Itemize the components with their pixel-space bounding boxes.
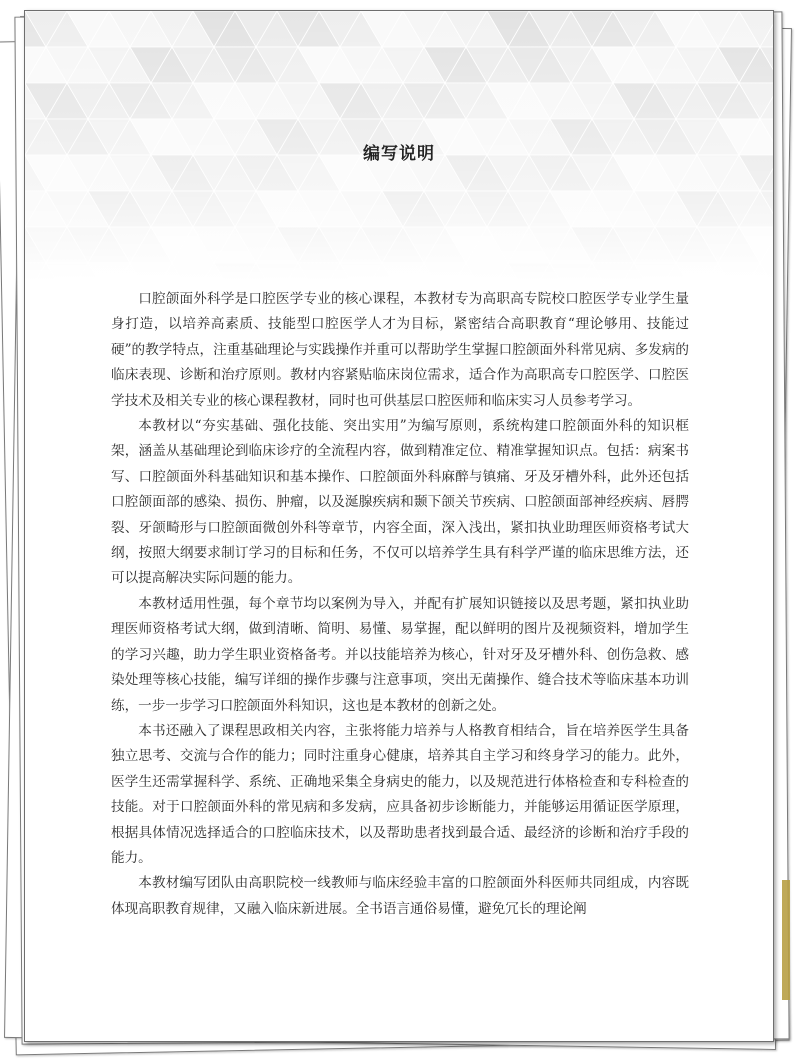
- page-title: 编写说明: [363, 144, 435, 164]
- paragraph: 口腔颌面外科学是口腔医学专业的核心课程，本教材专为高职高专院校口腔医学专业学生量身打造，以培养高素质、技能型口腔医学人才为目标，紧密结合高职教育“理论够用、技能过硬”的教学特点，注重基础理论与实践操作并重可以帮助学生掌握口腔颌面外科常见病、多发病的临床表现、诊断和治疗原则。教材内容紧贴临床岗位需求，适合作为高职高专口腔医学、口腔医学技术及相关专业的核心课程教材，同时也可供基层口腔医师和临床实习人员参考学习。: [111, 291, 689, 409]
- paragraph: 本教材以“夯实基础、强化技能、突出实用”为编写原则，系统构建口腔颌面外科的知识框架，涵盖从基础理论到临床诊疗的全流程内容，做到精准定位、精准掌握知识点。包括：病案书写、口腔颌面外科基础知识和基本操作、口腔颌面外科麻醉与镇痛、牙及牙槽外科，此外还包括口腔颌面部的感染、损伤、肿瘤，以及涎腺疾病和颞下颌关节疾病、口腔颌面部神经疾病、唇腭裂、牙颌畸形与口腔颌面微创外科等章节，内容全面，深入浅出，紧扣执业助理医师资格考试大纲，按照大纲要求制订学习的目标和任务，不仅可以培养学生具有科学严谨的临床思维方法，还可以提高解决实际问题的能力。: [111, 418, 689, 587]
- paragraph: 本书还融入了课程思政相关内容，主张将能力培养与人格教育相结合，旨在培养医学生具备独立思考、交流与合作的能力；同时注重身心健康，培养其自主学习和终身学习的能力。此外，医学生还需掌握科学、系统、正确地采集全身病史的能力，以及规范进行体格检查和专科检查的技能。对于口腔颌面外科的常见病和多发病，应具备初步诊断能力，并能够运用循证医学原理，根据具体情况选择适合的口腔临床技术，以及帮助患者找到最合适、最经济的诊断和治疗手段的能力。: [111, 722, 689, 866]
- paragraph: 本教材适用性强，每个章节均以案例为导入，并配有扩展知识链接以及思考题，紧扣执业助理医师资格考试大纲，做到清晰、简明、易懂、易掌握，配以鲜明的图片及视频资料，增加学生的学习兴趣，助力学生职业资格备考。并以技能培养为核心，针对牙及牙槽外科、创伤急救、感染处理等核心技能，编写详细的操作步骤与注意事项，突出无菌操作、缝合技术等临床基本功训练，一步一步学习口腔颌面外科知识，这也是本教材的创新之处。: [111, 595, 689, 714]
- sheet-edge-accent: [782, 880, 790, 1000]
- body-text: [111, 287, 689, 922]
- paragraph: 本教材编写团队由高职院校一线教师与临床经验丰富的口腔颌面外科医师共同组成，内容既体现高职教育规律，又融入临床新进展。全书语言通俗易懂，避免冗长的理论阐: [111, 875, 689, 917]
- document-page: [24, 10, 774, 1042]
